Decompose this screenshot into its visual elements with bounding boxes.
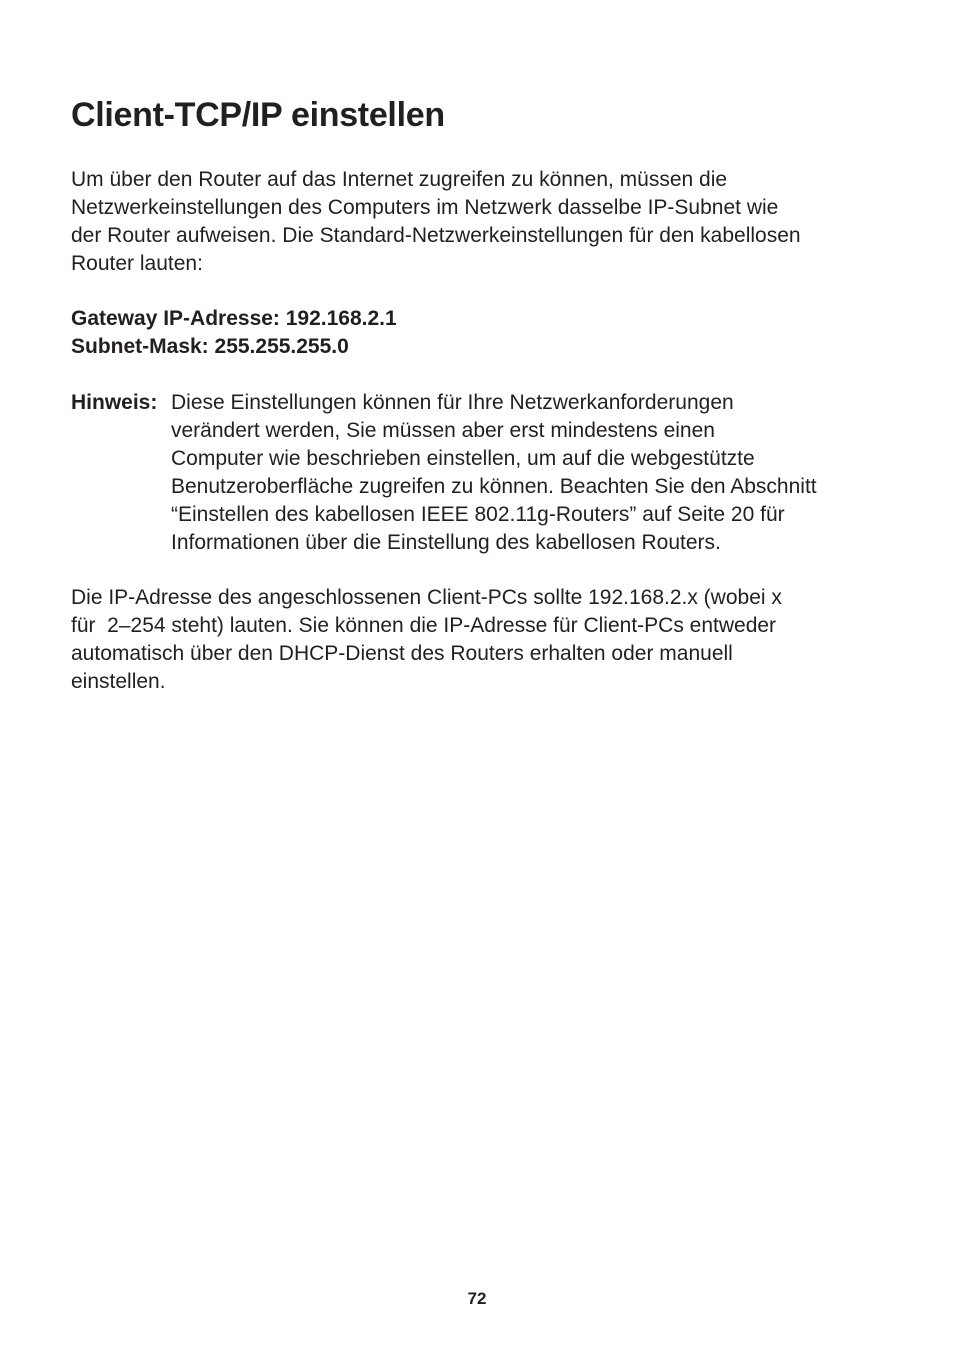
note-line: “Einstellen des kabellosen IEEE 802.11g-Routers” auf Seite 20 für — [171, 503, 785, 526]
intro-line: Netzwerkeinstellungen des Computers im Netzwerk dasselbe IP-Subnet wie — [71, 196, 779, 219]
note-body — [171, 389, 817, 557]
ip-info-line: automatisch über den DHCP-Dienst des Routers erhalten oder manuell — [71, 642, 733, 665]
intro-line: der Router aufweisen. Die Standard-Netzwerkeinstellungen für den kabellosen — [71, 224, 801, 247]
intro-line: Router lauten: — [71, 252, 203, 275]
ip-info-paragraph — [71, 584, 891, 696]
gateway-ip-setting: Gateway IP-Adresse: 192.168.2.1 — [71, 307, 397, 330]
subnet-mask-setting: Subnet-Mask: 255.255.255.0 — [71, 335, 349, 358]
ip-info-line: Die IP-Adresse des angeschlossenen Client-PCs sollte 192.168.2.x (wobei x — [71, 586, 782, 609]
page-title: Client-TCP/IP einstellen — [71, 96, 445, 134]
note-line: Diese Einstellungen können für Ihre Netzwerkanforderungen — [171, 391, 734, 414]
note-line: verändert werden, Sie müssen aber erst mindestens einen — [171, 419, 715, 442]
note-label: Hinweis: — [71, 391, 158, 414]
ip-info-line: für 2–254 steht) lauten. Sie können die IP-Adresse für Client-PCs entweder — [71, 614, 777, 637]
note-line: Computer wie beschrieben einstellen, um auf die webgestützte — [171, 447, 755, 470]
ip-info-line: einstellen. — [71, 670, 166, 693]
intro-paragraph — [71, 166, 891, 278]
default-settings — [71, 305, 891, 361]
note-line: Informationen über die Einstellung des kabellosen Routers. — [171, 531, 721, 554]
intro-line: Um über den Router auf das Internet zugreifen zu können, müssen die — [71, 168, 728, 191]
page-number: 72 — [467, 1289, 487, 1308]
note-line: Benutzeroberfläche zugreifen zu können. Beachten Sie den Abschnitt — [171, 475, 817, 498]
